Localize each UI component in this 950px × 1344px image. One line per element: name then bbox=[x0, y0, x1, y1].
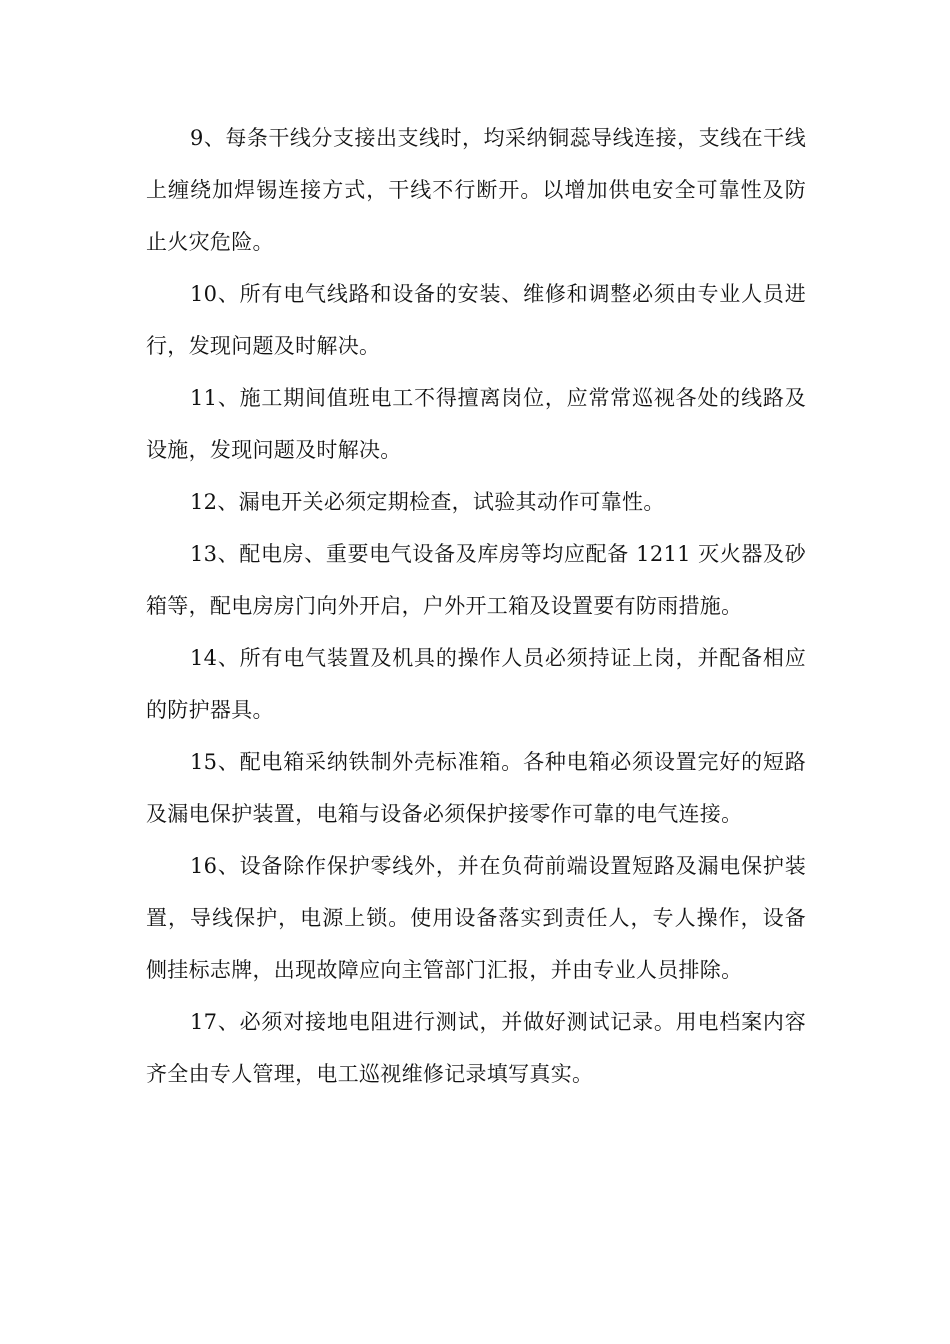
paragraph-item-17: 17、必须对接地电阻进行测试，并做好测试记录。用电档案内容齐全由专人管理，电工巡视维修记录填写真实。 bbox=[146, 1010, 806, 1086]
paragraph-item-10: 10、所有电气线路和设备的安装、维修和调整必须由专业人员进行，发现问题及时解决。 bbox=[146, 282, 806, 358]
paragraph-item-15: 15、配电箱采纳铁制外壳标准箱。各种电箱必须设置完好的短路及漏电保护装置，电箱与设备必须保护接零作可靠的电气连接。 bbox=[146, 750, 806, 826]
paragraph-item-14: 14、所有电气装置及机具的操作人员必须持证上岗，并配备相应的防护器具。 bbox=[146, 646, 806, 722]
paragraph-item-13: 13、配电房、重要电气设备及库房等均应配备 1211 灭火器及砂箱等，配电房房门向外开启，户外开工箱及设置要有防雨措施。 bbox=[146, 542, 806, 618]
paragraph-item-16: 16、设备除作保护零线外，并在负荷前端设置短路及漏电保护装置，导线保护，电源上锁。使用设备落实到责任人，专人操作，设备侧挂标志牌，出现故障应向主管部门汇报，并由专业人员排除。 bbox=[146, 854, 806, 982]
document-body bbox=[146, 112, 806, 1100]
paragraph-item-11: 11、施工期间值班电工不得擅离岗位，应常常巡视各处的线路及设施，发现问题及时解决。 bbox=[146, 386, 806, 462]
paragraph-item-9: 9、每条干线分支接出支线时，均采纳铜蕊导线连接，支线在干线上缠绕加焊锡连接方式，干线不行断开。以增加供电安全可靠性及防止火灾危险。 bbox=[146, 126, 806, 254]
paragraph-item-12: 12、漏电开关必须定期检查，试验其动作可靠性。 bbox=[190, 490, 665, 514]
